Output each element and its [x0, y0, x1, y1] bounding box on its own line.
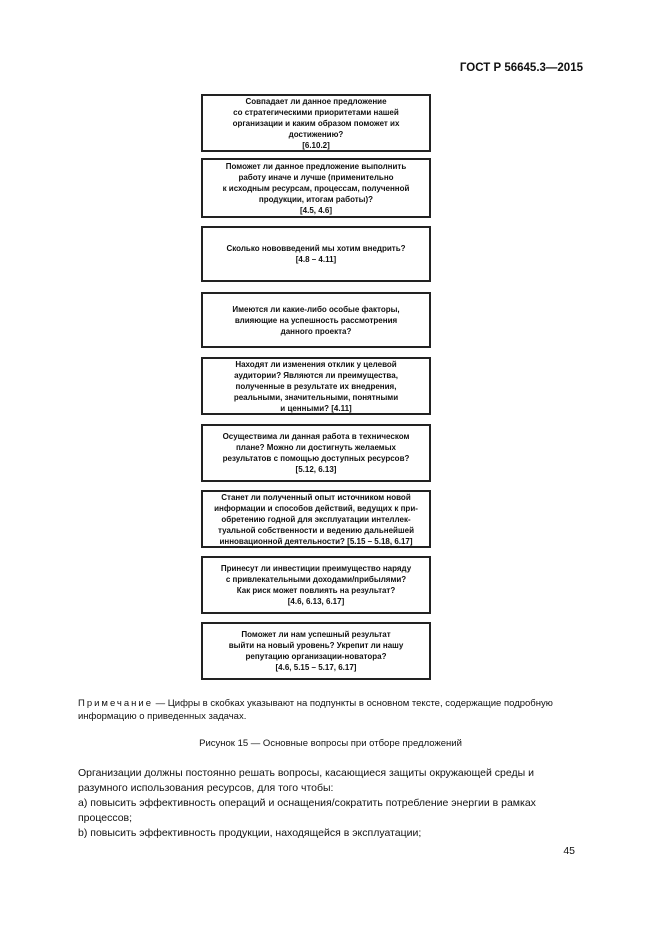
- question-box-1: [201, 94, 431, 152]
- box-line: Как риск может повлиять на результат?: [236, 586, 396, 595]
- note-text: — Цифры в скобках указывают на подпункты в основном тексте, содержащие подробную информацию о приведенных задачах.: [78, 698, 553, 722]
- box-line: Осуществима ли данная работа в техническом: [222, 432, 410, 441]
- page-number: 45: [563, 845, 575, 857]
- box-line: Поможет ли нам успешный результат: [241, 630, 391, 639]
- box-line: и ценными? [4.11]: [280, 403, 352, 413]
- box-line: [5.12, 6.13]: [295, 465, 337, 474]
- figure-caption: Рисунок 15 — Основные вопросы при отборе предложений: [199, 738, 462, 749]
- box-line: Поможет ли данное предложение выполнить: [225, 161, 407, 171]
- box-line: Станет ли полученный опыт источником новой: [221, 492, 411, 502]
- figure-note: [78, 697, 583, 723]
- body-paragraph: Организации должны постоянно решать вопросы, касающиеся защиты окружающей среды и разумного использования ресурсов, для того чтобы:: [78, 767, 534, 794]
- box-line: инновационной деятельности? [5.15 – 5.18, 6.17]: [219, 536, 413, 546]
- box-line: аудитории? Являются ли преимущества,: [234, 370, 398, 380]
- box-line: организации и каким образом поможет их: [232, 118, 400, 128]
- box-line: Принесут ли инвестиции преимущество наряду: [220, 564, 412, 573]
- question-box-7: [201, 490, 431, 548]
- body-text: [78, 766, 583, 841]
- box-line: достижению?: [288, 129, 344, 139]
- box-line: [4.6, 6.13, 6.17]: [287, 597, 345, 606]
- box-line: обретению годной для эксплуатации интеллек-: [221, 514, 411, 524]
- box-line: к исходным ресурсам, процессам, полученной: [222, 183, 410, 193]
- box-line: выйти на новый уровень? Укрепит ли нашу: [228, 641, 404, 650]
- box-line: Сколько нововведений мы хотим внедрить?: [226, 244, 406, 253]
- box-line: туальной собственности и ведению дальнейшей: [217, 525, 415, 535]
- list-item-b: b) повысить эффективность продукции, находящейся в эксплуатации;: [78, 827, 422, 839]
- box-line: продукции, итогам работы)?: [258, 194, 374, 204]
- question-box-8: [201, 556, 431, 614]
- note-label: Примечание: [78, 698, 153, 709]
- question-box-4: [201, 292, 431, 348]
- box-line: плане? Можно ли достигнуть желаемых: [235, 443, 397, 452]
- box-line: полученные в результате их внедрения,: [235, 381, 397, 391]
- box-line: со стратегическими приоритетами нашей: [233, 107, 399, 117]
- box-line: репутацию организации-новатора?: [245, 652, 387, 661]
- box-line: [4.8 – 4.11]: [295, 255, 337, 264]
- box-line: данного проекта?: [280, 326, 352, 336]
- question-box-5: [201, 357, 431, 415]
- box-line: информации и способов действий, ведущих к при-: [214, 503, 418, 513]
- box-line: Находят ли изменения отклик у целевой: [235, 359, 397, 369]
- box-line: с привлекательными доходами/прибылями?: [225, 575, 407, 584]
- box-line: Совпадает ли данное предложение: [245, 96, 387, 106]
- box-line: Имеются ли какие-либо особые факторы,: [232, 304, 400, 314]
- box-line: влияющие на успешность рассмотрения: [234, 315, 398, 325]
- box-line: [6.10.2]: [302, 140, 330, 150]
- box-line: [4.5, 4.6]: [299, 205, 332, 215]
- list-item-a: a) повысить эффективность операций и оснащения/сократить потребление энергии в рамках процессов;: [78, 797, 536, 824]
- question-box-6: [201, 424, 431, 482]
- question-box-3: [201, 226, 431, 282]
- box-line: работу иначе и лучше (применительно: [238, 172, 394, 182]
- box-line: результатов с помощью доступных ресурсов?: [222, 454, 410, 463]
- box-line: реальными, значительными, понятными: [233, 392, 399, 402]
- question-box-9: [201, 622, 431, 680]
- question-box-2: [201, 158, 431, 218]
- document-code: ГОСТ Р 56645.3—2015: [459, 62, 583, 74]
- box-line: [4.6, 5.15 – 5.17, 6.17]: [275, 663, 357, 672]
